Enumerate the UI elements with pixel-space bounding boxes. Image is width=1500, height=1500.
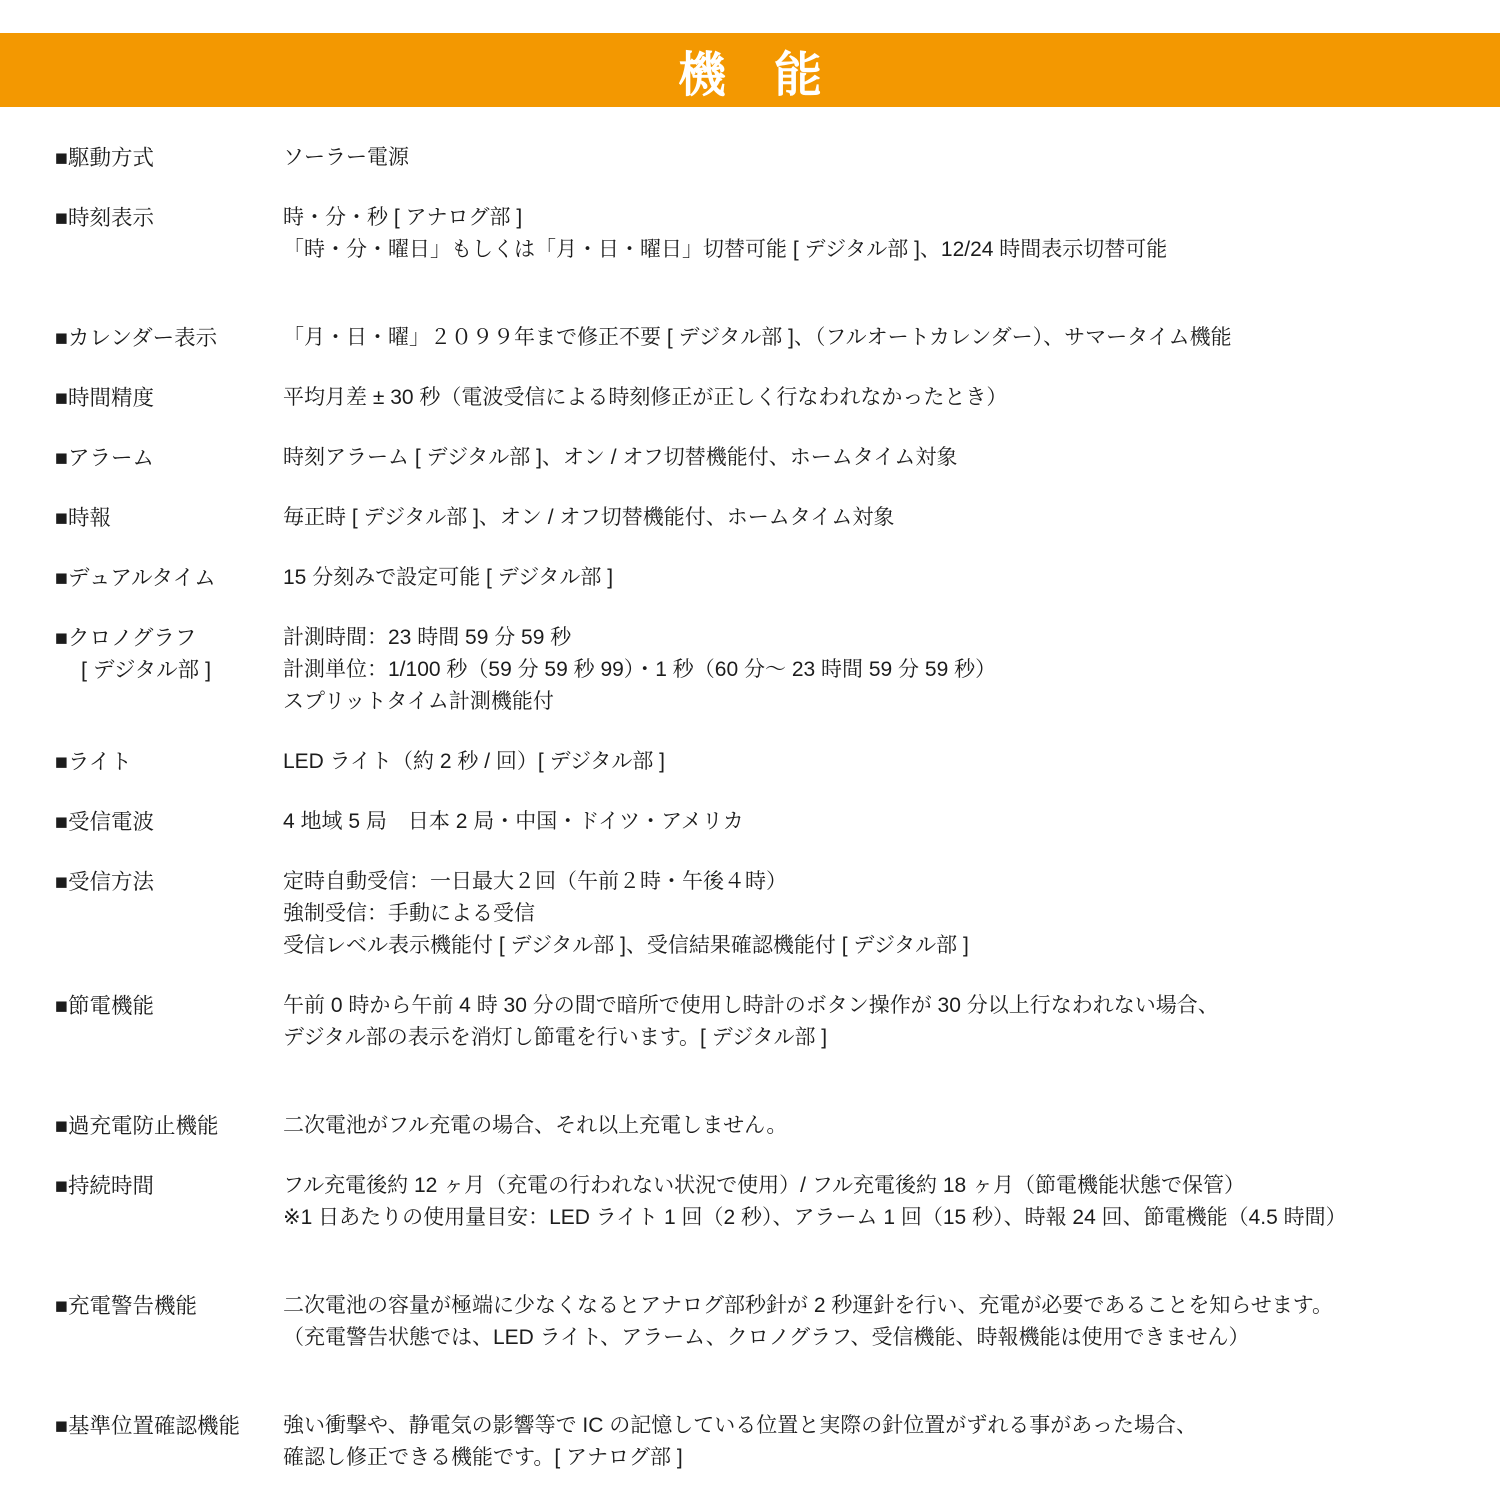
spec-line: 時・分・秒 [ アナログ部 ] (283, 206, 523, 229)
spec-line: 午前 0 時から午前 4 時 30 分の間で暗所で使用し時計のボタン操作が 30 分以上行なわれない場合、 (283, 994, 1219, 1017)
spec-list (0, 107, 1500, 1474)
page-title: 機 能 (677, 48, 822, 102)
spec-label: ■時刻表示 (55, 206, 154, 230)
spec-row-charge-warning (55, 1290, 1460, 1354)
spec-row-accuracy (55, 382, 1460, 414)
spec-line: LED ライト（約 2 秒 / 回）[ デジタル部 ] (283, 750, 665, 773)
spec-label: ■基準位置確認機能 (55, 1414, 240, 1438)
spec-line: 計測単位：1/100 秒（59 分 59 秒 99）・1 秒（60 分～ 23 時間 59 分 59 秒） (283, 658, 997, 681)
spec-value (283, 562, 1460, 594)
spec-value (283, 502, 1460, 534)
spec-line: ソーラー電源 (283, 146, 409, 169)
spec-label: ■アラーム (55, 446, 154, 470)
spec-label: ■デュアルタイム (55, 566, 216, 590)
spec-value (283, 990, 1460, 1054)
spec-row-chronograph (55, 622, 1460, 718)
spec-row-overcharge-prevention (55, 1110, 1460, 1142)
spec-label: ■カレンダー表示 (55, 326, 218, 350)
spec-row-hourly-signal (55, 502, 1460, 534)
spec-line: デジタル部の表示を消灯し節電を行います。[ デジタル部 ] (283, 1026, 828, 1049)
spec-line: 毎正時 [ デジタル部 ]、オン / オフ切替機能付、ホームタイム対象 (283, 506, 895, 529)
spec-row-drive (55, 142, 1460, 174)
spec-label-line: [ デジタル部 ] (81, 658, 212, 682)
spec-row-reception-method (55, 866, 1460, 962)
spec-label: ■節電機能 (55, 994, 154, 1018)
spec-row-duration (55, 1170, 1460, 1234)
spec-line: 計測時間：23 時間 59 分 59 秒 (283, 626, 572, 649)
spec-line: 時刻アラーム [ デジタル部 ]、オン / オフ切替機能付、ホームタイム対象 (283, 446, 958, 469)
spec-label-line: ■クロノグラフ (55, 626, 197, 650)
spec-line: 定時自動受信：一日最大２回（午前２時・午後４時） (283, 870, 787, 893)
spec-line: 15 分刻みで設定可能 [ デジタル部 ] (283, 566, 614, 589)
spec-line: 「月・日・曜」２０９９年まで修正不要 [ デジタル部 ]、（フルオートカレンダー）、サマータイム機能 (283, 326, 1232, 349)
spec-line: 強制受信：手動による受信 (283, 902, 535, 925)
spec-label: ■受信電波 (55, 810, 154, 834)
spec-value (283, 1170, 1460, 1234)
spec-value (283, 382, 1460, 414)
spec-value (283, 622, 1460, 718)
spec-label: ■充電警告機能 (55, 1294, 197, 1318)
spec-line: 確認し修正できる機能です。[ アナログ部 ] (283, 1446, 683, 1469)
spec-line: 平均月差 ± 30 秒（電波受信による時刻修正が正しく行なわれなかったとき） (283, 386, 1008, 409)
spec-label: ■過充電防止機能 (55, 1114, 219, 1138)
spec-value (283, 1290, 1460, 1354)
spec-value (283, 142, 1460, 174)
spec-label: ■時報 (55, 506, 111, 530)
spec-line: ※1 日あたりの使用量目安：LED ライト 1 回（2 秒）、アラーム 1 回（15 秒）、時報 24 回、節電機能（4.5 時間） (283, 1206, 1347, 1229)
spec-value (283, 202, 1460, 266)
spec-value (283, 746, 1460, 778)
spec-line: 「時・分・曜日」もしくは「月・日・曜日」切替可能 [ デジタル部 ]、12/24 時間表示切替可能 (283, 238, 1168, 261)
spec-value (283, 806, 1460, 838)
spec-line: スプリットタイム計測機能付 (283, 690, 554, 713)
spec-value (283, 322, 1460, 354)
spec-label: ■時間精度 (55, 386, 154, 410)
spec-line: （充電警告状態では、LED ライト、アラーム、クロノグラフ、受信機能、時報機能は使用できません） (283, 1326, 1250, 1349)
spec-value (283, 1110, 1460, 1142)
spec-label: ■ライト (55, 750, 132, 774)
spec-value (283, 442, 1460, 474)
header-band (0, 33, 1500, 107)
spec-row-power-save (55, 990, 1460, 1054)
spec-label: ■受信方法 (55, 870, 154, 894)
spec-row-alarm (55, 442, 1460, 474)
spec-line: フル充電後約 12 ヶ月（充電の行われない状況で使用）/ フル充電後約 18 ヶ月（節電機能状態で保管） (283, 1174, 1246, 1197)
spec-label: ■持続時間 (55, 1174, 154, 1198)
spec-row-reference-position (55, 1410, 1460, 1474)
spec-line: 二次電池の容量が極端に少なくなるとアナログ部秒針が 2 秒運針を行い、充電が必要であることを知らせます。 (283, 1294, 1334, 1317)
spec-line: 二次電池がフル充電の場合、それ以上充電しません。 (283, 1114, 788, 1137)
spec-line: 受信レベル表示機能付 [ デジタル部 ]、受信結果確認機能付 [ デジタル部 ] (283, 934, 969, 957)
spec-line: 強い衝撃や、静電気の影響等で IC の記憶している位置と実際の針位置がずれる事があった場合、 (283, 1414, 1198, 1437)
spec-label: ■駆動方式 (55, 146, 154, 170)
spec-row-radio-waves (55, 806, 1460, 838)
spec-value (283, 866, 1460, 962)
spec-row-calendar (55, 322, 1460, 354)
spec-value (283, 1410, 1460, 1474)
spec-line: 4 地域 5 局 日本 2 局・中国・ドイツ・アメリカ (283, 810, 744, 833)
spec-row-light (55, 746, 1460, 778)
spec-label (55, 622, 283, 686)
spec-row-time-display (55, 202, 1460, 266)
spec-row-dual-time (55, 562, 1460, 594)
